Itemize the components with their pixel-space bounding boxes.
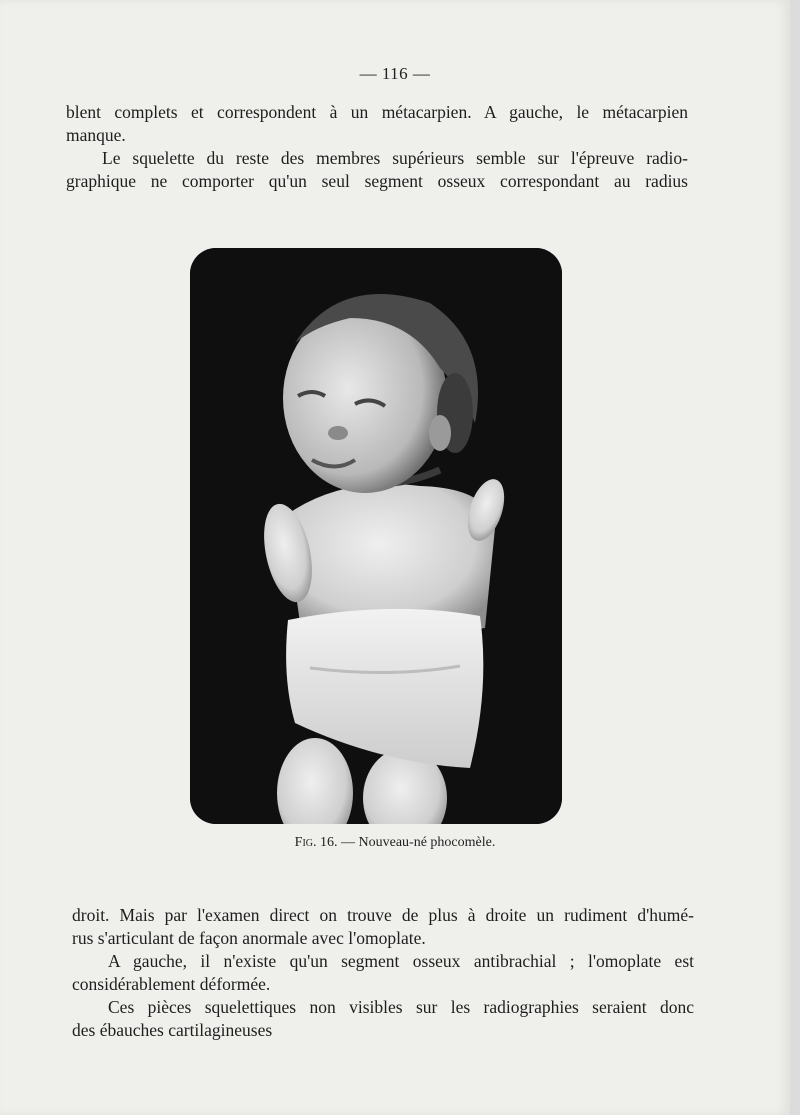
- text-line: considérablement déformée.: [72, 974, 271, 994]
- figure-label: Fig. 16.: [294, 835, 338, 850]
- text-line: des ébauches cartilagineuses: [72, 1020, 273, 1040]
- top-paragraph: [66, 101, 688, 193]
- figure-caption-text: — Nouveau-né phocomèle.: [341, 835, 496, 850]
- text-line: droit. Mais par l'examen direct on trouve de plus à droite un rudiment d'humé-: [72, 905, 694, 925]
- text-line: rus s'articulant de façon anormale avec l'omoplate.: [72, 928, 426, 948]
- text-line: blent complets et correspondent à un métacarpien. A gauche, le métacarpien: [66, 102, 688, 122]
- figure-caption: [0, 835, 790, 851]
- text-line: manque.: [66, 125, 126, 145]
- text-line: graphique ne comporter qu'un seul segment osseux correspondant au radius: [66, 171, 688, 191]
- scan-edge: [790, 0, 800, 1115]
- page-number: — 116 —: [359, 64, 431, 83]
- newborn-photo-illustration: [190, 248, 562, 824]
- text-line: Le squelette du reste des membres supérieurs semble sur l'épreuve radio-: [102, 148, 688, 168]
- figure-photograph: [190, 248, 562, 824]
- bottom-paragraph: [72, 904, 694, 1042]
- text-line: Ces pièces squelettiques non visibles sur les radiographies seraient donc: [108, 997, 694, 1017]
- text-line: A gauche, il n'existe qu'un segment osseux antibrachial ; l'omoplate est: [108, 951, 694, 971]
